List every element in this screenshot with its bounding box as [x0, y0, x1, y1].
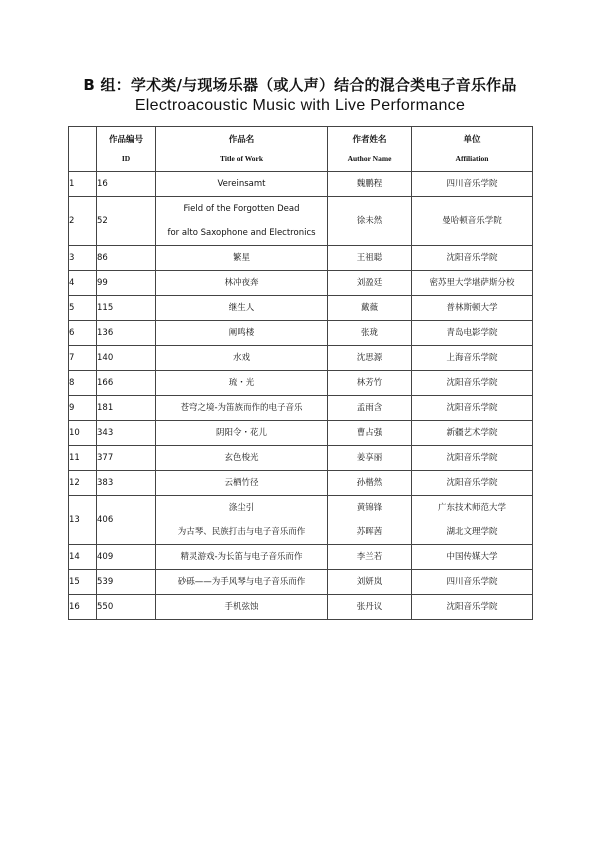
cell-work-title — [156, 296, 328, 321]
header-work — [156, 127, 328, 172]
cell-affiliation — [412, 545, 533, 570]
table-row — [69, 197, 533, 246]
cell-id: 136 — [97, 321, 156, 346]
cell-author — [328, 471, 412, 496]
cell-affiliation — [412, 496, 533, 545]
cell-index: 13 — [69, 496, 97, 545]
cell-affiliation — [412, 595, 533, 620]
cell-text: 刘妍岚 — [356, 577, 383, 587]
cell-index: 10 — [69, 421, 97, 446]
cell-author — [328, 271, 412, 296]
cell-text: 四川音乐学院 — [446, 179, 498, 189]
cell-text: 曼哈顿音乐学院 — [442, 216, 502, 226]
cell-author — [328, 321, 412, 346]
cell-text: 沈阳音乐学院 — [446, 403, 498, 413]
cell-work-title — [156, 346, 328, 371]
cell-text: 玄色梭光 — [224, 453, 259, 463]
cell-author — [328, 446, 412, 471]
cell-index: 14 — [69, 545, 97, 570]
cell-text: 沈阳音乐学院 — [446, 253, 498, 263]
cell-affiliation — [412, 371, 533, 396]
cell-index: 16 — [69, 595, 97, 620]
cell-affiliation — [412, 246, 533, 271]
table-row — [69, 371, 533, 396]
cell-work-title — [156, 570, 328, 595]
header-author-en: Author Name — [347, 153, 392, 163]
header-id — [97, 127, 156, 172]
cell-text: 广东技术师范大学 — [437, 503, 506, 513]
cell-text: 张丹议 — [356, 602, 383, 612]
cell-affiliation — [412, 197, 533, 246]
cell-text: 姜享丽 — [356, 453, 383, 463]
cell-id: 550 — [97, 595, 156, 620]
cell-work-title — [156, 595, 328, 620]
cell-text: 张珑 — [360, 328, 378, 338]
header-id-en: ID — [121, 153, 131, 163]
cell-text: 王祖聪 — [356, 253, 383, 263]
cell-text: 新疆艺术学院 — [446, 428, 498, 438]
cell-text: 沈阳音乐学院 — [446, 602, 498, 612]
cell-affiliation — [412, 471, 533, 496]
cell-text: 涤尘引 — [228, 503, 255, 513]
cell-text: 黄锦锋 — [356, 503, 383, 513]
cell-index: 2 — [69, 197, 97, 246]
cell-text: Vereinsamt — [217, 179, 266, 189]
cell-text: 徐未然 — [356, 216, 383, 226]
table-row — [69, 570, 533, 595]
cell-text: 沈阳音乐学院 — [446, 453, 498, 463]
cell-text: 云栖竹径 — [224, 478, 259, 488]
header-work-en: Title of Work — [219, 153, 264, 163]
cell-text: 水戏 — [232, 353, 250, 363]
cell-affiliation — [412, 421, 533, 446]
cell-author — [328, 371, 412, 396]
cell-work-title — [156, 197, 328, 246]
cell-text: 四川音乐学院 — [446, 577, 498, 587]
cell-text: 繁星 — [232, 253, 250, 263]
cell-work-title — [156, 496, 328, 545]
cell-affiliation — [412, 296, 533, 321]
cell-affiliation — [412, 570, 533, 595]
cell-text: 曹占强 — [356, 428, 383, 438]
cell-text: 刘盈廷 — [356, 278, 383, 288]
cell-author — [328, 246, 412, 271]
cell-text: 继生人 — [228, 303, 255, 313]
page-title-english: Electroacoustic Music with Live Performance — [134, 97, 466, 114]
cell-work-title — [156, 172, 328, 197]
cell-id: 166 — [97, 371, 156, 396]
cell-id: 99 — [97, 271, 156, 296]
cell-index: 9 — [69, 396, 97, 421]
header-index — [69, 127, 97, 172]
table-row — [69, 296, 533, 321]
cell-affiliation — [412, 271, 533, 296]
cell-id: 86 — [97, 246, 156, 271]
cell-index: 4 — [69, 271, 97, 296]
header-id-cn: 作品编号 — [108, 134, 143, 145]
cell-index: 8 — [69, 371, 97, 396]
cell-author — [328, 396, 412, 421]
cell-work-title — [156, 271, 328, 296]
table-row — [69, 172, 533, 197]
cell-index: 1 — [69, 172, 97, 197]
cell-author — [328, 296, 412, 321]
cell-affiliation — [412, 172, 533, 197]
cell-work-title — [156, 471, 328, 496]
cell-text: 沈阳音乐学院 — [446, 478, 498, 488]
cell-work-title — [156, 371, 328, 396]
cell-author — [328, 595, 412, 620]
cell-text: 孟雨含 — [356, 403, 383, 413]
table-row — [69, 496, 533, 545]
cell-affiliation — [412, 346, 533, 371]
header-work-cn: 作品名 — [228, 134, 255, 145]
cell-text: 苏晖茜 — [356, 527, 383, 537]
cell-author — [328, 421, 412, 446]
cell-text: 砂砾——为手风琴与电子音乐而作 — [177, 577, 306, 587]
cell-id: 409 — [97, 545, 156, 570]
table-row — [69, 421, 533, 446]
cell-text: 阐鸣楼 — [228, 328, 255, 338]
cell-id: 115 — [97, 296, 156, 321]
cell-text: 中国传媒大学 — [446, 552, 498, 562]
cell-affiliation — [412, 396, 533, 421]
table-row — [69, 545, 533, 570]
page-title-chinese: B 组：学术类/与现场乐器（或人声）结合的混合类电子音乐作品 — [83, 76, 517, 94]
cell-index: 5 — [69, 296, 97, 321]
cell-index: 15 — [69, 570, 97, 595]
cell-id: 377 — [97, 446, 156, 471]
cell-id: 343 — [97, 421, 156, 446]
cell-affiliation — [412, 446, 533, 471]
cell-text: 青岛电影学院 — [446, 328, 498, 338]
table-row — [69, 396, 533, 421]
cell-author — [328, 172, 412, 197]
cell-id: 52 — [97, 197, 156, 246]
cell-text: 为古琴、民族打击与电子音乐而作 — [177, 527, 306, 537]
cell-text: 戴薇 — [360, 303, 378, 313]
cell-text: for alto Saxophone and Electronics — [167, 228, 316, 238]
cell-text: 手机弦蚀 — [224, 602, 259, 612]
table-row — [69, 246, 533, 271]
table-body — [69, 172, 533, 620]
table-header-row — [69, 127, 533, 172]
cell-work-title — [156, 396, 328, 421]
cell-text: 阴阳令・花儿 — [215, 428, 267, 438]
cell-author — [328, 545, 412, 570]
cell-text: 李兰若 — [356, 552, 383, 562]
cell-text: Field of the Forgotten Dead — [183, 204, 300, 214]
cell-id: 181 — [97, 396, 156, 421]
cell-text: 林冲夜奔 — [224, 278, 259, 288]
cell-text: 沈阳音乐学院 — [446, 378, 498, 388]
cell-text: 苍穹之境-为笛族而作的电子音乐 — [180, 403, 303, 413]
cell-text: 普林斯顿大学 — [446, 303, 498, 313]
cell-work-title — [156, 421, 328, 446]
cell-index: 7 — [69, 346, 97, 371]
cell-index: 12 — [69, 471, 97, 496]
table-row — [69, 321, 533, 346]
cell-author — [328, 197, 412, 246]
cell-index: 3 — [69, 246, 97, 271]
cell-text: 沈思源 — [356, 353, 383, 363]
header-affiliation — [412, 127, 533, 172]
cell-text: 湖北文理学院 — [446, 527, 498, 537]
header-affiliation-en: Affiliation — [455, 153, 489, 163]
cell-text: 琉・光 — [228, 378, 255, 388]
cell-work-title — [156, 321, 328, 346]
table-row — [69, 471, 533, 496]
cell-text: 林芳竹 — [356, 378, 383, 388]
cell-affiliation — [412, 321, 533, 346]
table-row — [69, 271, 533, 296]
cell-author — [328, 346, 412, 371]
works-table — [68, 126, 533, 620]
header-affiliation-cn: 单位 — [463, 134, 481, 145]
cell-text: 魏鹏程 — [356, 179, 383, 189]
cell-index: 11 — [69, 446, 97, 471]
cell-text: 密苏里大学堪萨斯分校 — [429, 278, 515, 288]
table-row — [69, 595, 533, 620]
cell-id: 539 — [97, 570, 156, 595]
cell-text: 孙楷然 — [356, 478, 383, 488]
cell-index: 6 — [69, 321, 97, 346]
header-author-cn: 作者姓名 — [352, 134, 387, 145]
cell-text: 精灵游戏-为长笛与电子音乐而作 — [180, 552, 303, 562]
cell-id: 16 — [97, 172, 156, 197]
cell-work-title — [156, 246, 328, 271]
cell-author — [328, 570, 412, 595]
cell-id: 406 — [97, 496, 156, 545]
cell-work-title — [156, 545, 328, 570]
header-author — [328, 127, 412, 172]
cell-text: 上海音乐学院 — [446, 353, 498, 363]
cell-author — [328, 496, 412, 545]
cell-id: 140 — [97, 346, 156, 371]
cell-work-title — [156, 446, 328, 471]
table-row — [69, 346, 533, 371]
table-row — [69, 446, 533, 471]
cell-id: 383 — [97, 471, 156, 496]
